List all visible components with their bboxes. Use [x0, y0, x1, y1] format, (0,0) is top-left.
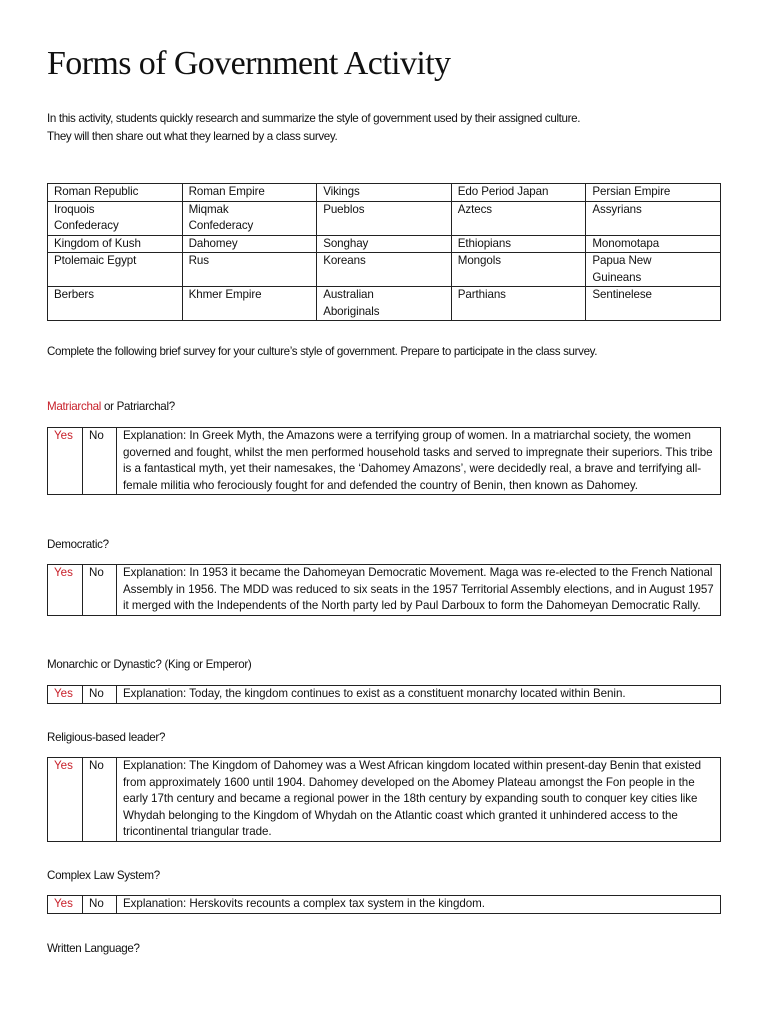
yes-option[interactable]: Yes [48, 428, 83, 495]
answer-table-religious-leader [47, 757, 721, 842]
page-title: Forms of Government Activity [47, 45, 451, 82]
explanation-text: Explanation: Today, the kingdom continues to exist as a constituent monarchy located within Benin. [117, 686, 721, 704]
table-cell: Ptolemaic Egypt [48, 253, 183, 287]
table-cell: Iroquois Confederacy [48, 201, 183, 235]
intro-paragraph [47, 110, 737, 146]
table-cell: Koreans [317, 253, 452, 287]
no-option[interactable]: No [83, 896, 117, 914]
yes-option[interactable]: Yes [48, 758, 83, 842]
table-cell: Papua New Guineans [586, 253, 721, 287]
table-cell: Mongols [451, 253, 586, 287]
table-cell: Dahomey [182, 235, 317, 253]
table-cell: Kingdom of Kush [48, 235, 183, 253]
survey-instructions: Complete the following brief survey for your culture’s style of government. Prepare to participate in the class survey. [47, 345, 598, 358]
no-option[interactable]: No [83, 758, 117, 842]
explanation-text: Explanation: Herskovits recounts a complex tax system in the kingdom. [117, 896, 721, 914]
yes-option[interactable]: Yes [48, 896, 83, 914]
yes-option[interactable]: Yes [48, 686, 83, 704]
yes-option[interactable]: Yes [48, 565, 83, 616]
table-row [48, 287, 721, 321]
table-cell: Sentinelese [586, 287, 721, 321]
table-cell: Berbers [48, 287, 183, 321]
table-cell: Miqmak Confederacy [182, 201, 317, 235]
table-cell: Persian Empire [586, 184, 721, 202]
table-cell: Ethiopians [451, 235, 586, 253]
answer-table-monarchic [47, 685, 721, 704]
answer-table-complex-law [47, 895, 721, 914]
table-cell: Roman Republic [48, 184, 183, 202]
table-row [48, 201, 721, 235]
table-cell: Aztecs [451, 201, 586, 235]
table-cell: Roman Empire [182, 184, 317, 202]
answer-table-matriarchal [47, 427, 721, 495]
table-cell: Parthians [451, 287, 586, 321]
table-cell: Vikings [317, 184, 452, 202]
question-matriarchal: Matriarchal or Patriarchal? [47, 400, 175, 413]
table-cell: Khmer Empire [182, 287, 317, 321]
table-cell: Pueblos [317, 201, 452, 235]
table-cell: Australian Aboriginals [317, 287, 452, 321]
explanation-text: Explanation: In Greek Myth, the Amazons were a terrifying group of women. In a matriarchal society, the women governed and fought, whilst the men performed household tasks and served to impregnate their superiors. This tribe is a fantastical myth, yet their namesakes, the ‘Dahomey Amazons’, were decidedly real, a brave and terrifying all-female militia who ferociously fought for and defended the country of Benin, then known as Dahomey. [117, 428, 721, 495]
table-row [48, 235, 721, 253]
question-highlight: Matriarchal [47, 400, 102, 413]
no-option[interactable]: No [83, 686, 117, 704]
question-monarchic: Monarchic or Dynastic? (King or Emperor) [47, 658, 252, 671]
table-row [48, 253, 721, 287]
cultures-table [47, 183, 721, 321]
table-cell: Assyrians [586, 201, 721, 235]
answer-table-democratic [47, 564, 721, 616]
intro-line-2: They will then share out what they learned by a class survey. [47, 130, 338, 143]
question-democratic: Democratic? [47, 538, 109, 551]
table-cell: Rus [182, 253, 317, 287]
table-cell: Edo Period Japan [451, 184, 586, 202]
intro-line-1: In this activity, students quickly research and summarize the style of government used by their assigned culture. [47, 112, 581, 125]
no-option[interactable]: No [83, 565, 117, 616]
question-religious-leader: Religious-based leader? [47, 731, 166, 744]
table-cell: Monomotapa [586, 235, 721, 253]
question-written-language: Written Language? [47, 942, 140, 955]
explanation-text: Explanation: In 1953 it became the Dahomeyan Democratic Movement. Maga was re-elected to the French National Assembly in 1956. The MDD was reduced to six seats in the 1957 Territorial Assembly elections, and in August 1957 it merged with the Independents of the North party led by Paul Darboux to form the Dahomeyan Democratic Rally. [117, 565, 721, 616]
question-complex-law: Complex Law System? [47, 869, 160, 882]
no-option[interactable]: No [83, 428, 117, 495]
table-row [48, 184, 721, 202]
table-cell: Songhay [317, 235, 452, 253]
explanation-text: Explanation: The Kingdom of Dahomey was a West African kingdom located within present-day Benin that existed from approximately 1600 until 1904. Dahomey developed on the Abomey Plateau amongst the Fon people in the early 17th century and became a regional power in the 18th century by expanding south to conquer key cities like Whydah belonging to the Kingdom of Whydah on the Atlantic coast which granted it unhindered access to the tricontinental triangular trade. [117, 758, 721, 842]
